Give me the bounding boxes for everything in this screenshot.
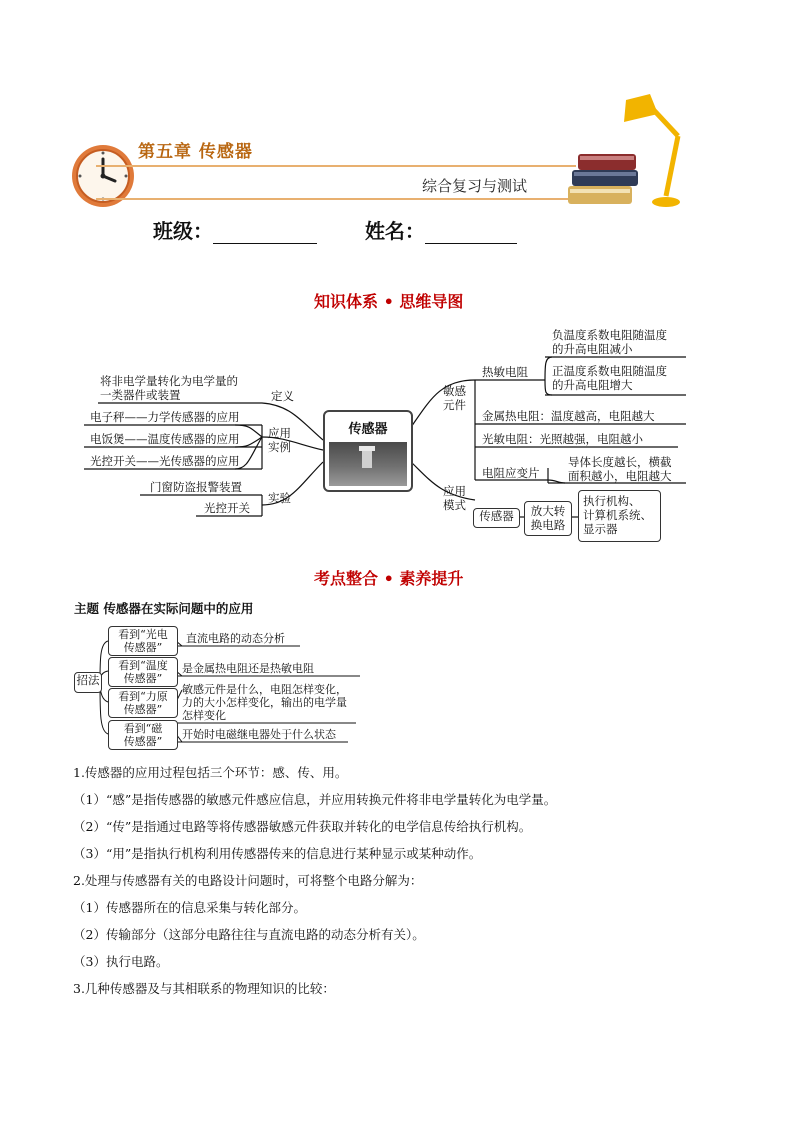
method-root (74, 672, 102, 693)
paragraph-2-3: （3）执行电路。 (73, 954, 169, 969)
integration-section-title: 考点整合 • 素养提升 (314, 569, 464, 588)
sensitive-label-1: 敏感 (443, 384, 466, 398)
strain-text-1: 导体长度越长，横截 (568, 455, 672, 469)
strain-text-2: 面积越小，电阻越大 (568, 469, 672, 483)
experiment-label: 实验 (268, 491, 291, 505)
examples-label-1: 应用 (268, 426, 291, 440)
mindmap-center-label: 传感器 (348, 422, 388, 437)
ntc-text-1: 负温度系数电阻随温度 (552, 328, 667, 342)
chain-sensor-label: 传感器 (479, 509, 514, 523)
paragraph-2-1: （1）传感器所在的信息采集与转化部分。 (73, 900, 306, 915)
method-root-label: 招法 (76, 673, 100, 687)
chapter-title: 第五章 传感器 (138, 142, 253, 162)
paragraph-3: 3.几种传感器及与其相联系的物理知识的比较： (73, 981, 335, 996)
method-key-4-line-1: 看到“磁 (123, 722, 163, 735)
name-label: 姓名： (364, 219, 425, 243)
paragraph-1-3: （3）“用”是指执行机构利用传感器传来的信息进行某种显示或某种动作。 (73, 846, 482, 861)
method-value-2: 是金属热电阻还是热敏电阻 (182, 662, 314, 675)
thermistor-label: 热敏电阻 (482, 365, 528, 379)
chain-amplifier-line-1: 放大转 (530, 504, 566, 518)
paragraph-1-2: （2）“传”是指通过电路等将传感器敏感元件获取并转化的电学信息传给执行机构。 (73, 819, 532, 834)
chain-output-line-1: 执行机构、 (583, 494, 641, 508)
mode-label-1: 应用 (443, 484, 466, 498)
experiment-2: 光控开关 (204, 501, 250, 515)
page-subtitle: 综合复习与测试 (422, 177, 528, 195)
ptc-text-1: 正温度系数电阻随温度 (552, 364, 667, 378)
definition-text-2: 一类器件或装置 (100, 388, 181, 402)
method-key-4 (108, 720, 178, 750)
example-3: 光控开关——光传感器的应用 (90, 454, 240, 468)
method-key-3-line-1: 看到“力原 (118, 690, 168, 703)
sensitive-label-2: 元件 (443, 398, 466, 412)
method-value-3a: 敏感元件是什么，电阻怎样变化， (182, 683, 347, 696)
experiment-1: 门窗防盗报警装置 (150, 480, 242, 494)
strain-gauge-label: 电阻应变片 (482, 466, 540, 480)
mindmap-section-title: 知识体系 • 思维导图 (314, 292, 464, 311)
examples-label-2: 实例 (268, 440, 291, 454)
method-key-3 (108, 688, 178, 718)
ntc-text-2: 的升高电阻减小 (552, 342, 633, 356)
method-value-3c: 怎样变化 (182, 709, 226, 722)
mode-label-2: 模式 (443, 498, 466, 512)
method-key-4-line-2: 传感器” (123, 735, 163, 748)
example-1: 电子秤——力学传感器的应用 (90, 410, 240, 424)
method-key-1-line-2: 传感器” (123, 641, 163, 654)
paragraph-2-2: （2）传输部分（这部分电路往往与直流电路的动态分析有关）。 (73, 927, 425, 942)
ptc-text-2: 的升高电阻增大 (552, 378, 633, 392)
method-key-3-line-2: 传感器” (123, 703, 163, 716)
method-value-4: 开始时电磁继电器处于什么状态 (182, 728, 336, 741)
method-key-2-line-2: 传感器” (123, 672, 163, 685)
chain-amplifier-line-2: 换电路 (530, 518, 566, 532)
metal-resistor-text: 金属热电阻：温度越高，电阻越大 (482, 409, 655, 423)
method-value-3b: 力的大小怎样变化，输出的电学量 (182, 696, 347, 709)
example-2: 电饭煲——温度传感器的应用 (90, 432, 240, 446)
class-label: 班级： (153, 219, 213, 243)
chain-output-line-3: 显示器 (583, 522, 618, 536)
definition-label: 定义 (271, 389, 294, 403)
method-value-1: 直流电路的动态分析 (186, 632, 285, 645)
definition-text-1: 将非电学量转化为电学量的 (100, 374, 238, 388)
paragraph-2: 2.处理与传感器有关的电路设计问题时，可将整个电路分解为： (73, 873, 423, 888)
photoresistor-text: 光敏电阻：光照越强，电阻越小 (482, 432, 643, 446)
method-key-1-line-1: 看到“光电 (118, 628, 168, 641)
paragraph-1: 1.传感器的应用过程包括三个环节：感、传、用。 (73, 765, 348, 780)
topic-heading: 主题 传感器在实际问题中的应用 (74, 601, 254, 616)
method-key-1 (108, 626, 178, 656)
chain-output-line-2: 计算机系统、 (583, 508, 652, 522)
paragraph-1-1: （1）“感”是指传感器的敏感元件感应信息，并应用转换元件将非电学量转化为电学量。 (73, 792, 557, 807)
method-key-2 (108, 657, 178, 687)
method-key-2-line-1: 看到“温度 (118, 659, 168, 672)
